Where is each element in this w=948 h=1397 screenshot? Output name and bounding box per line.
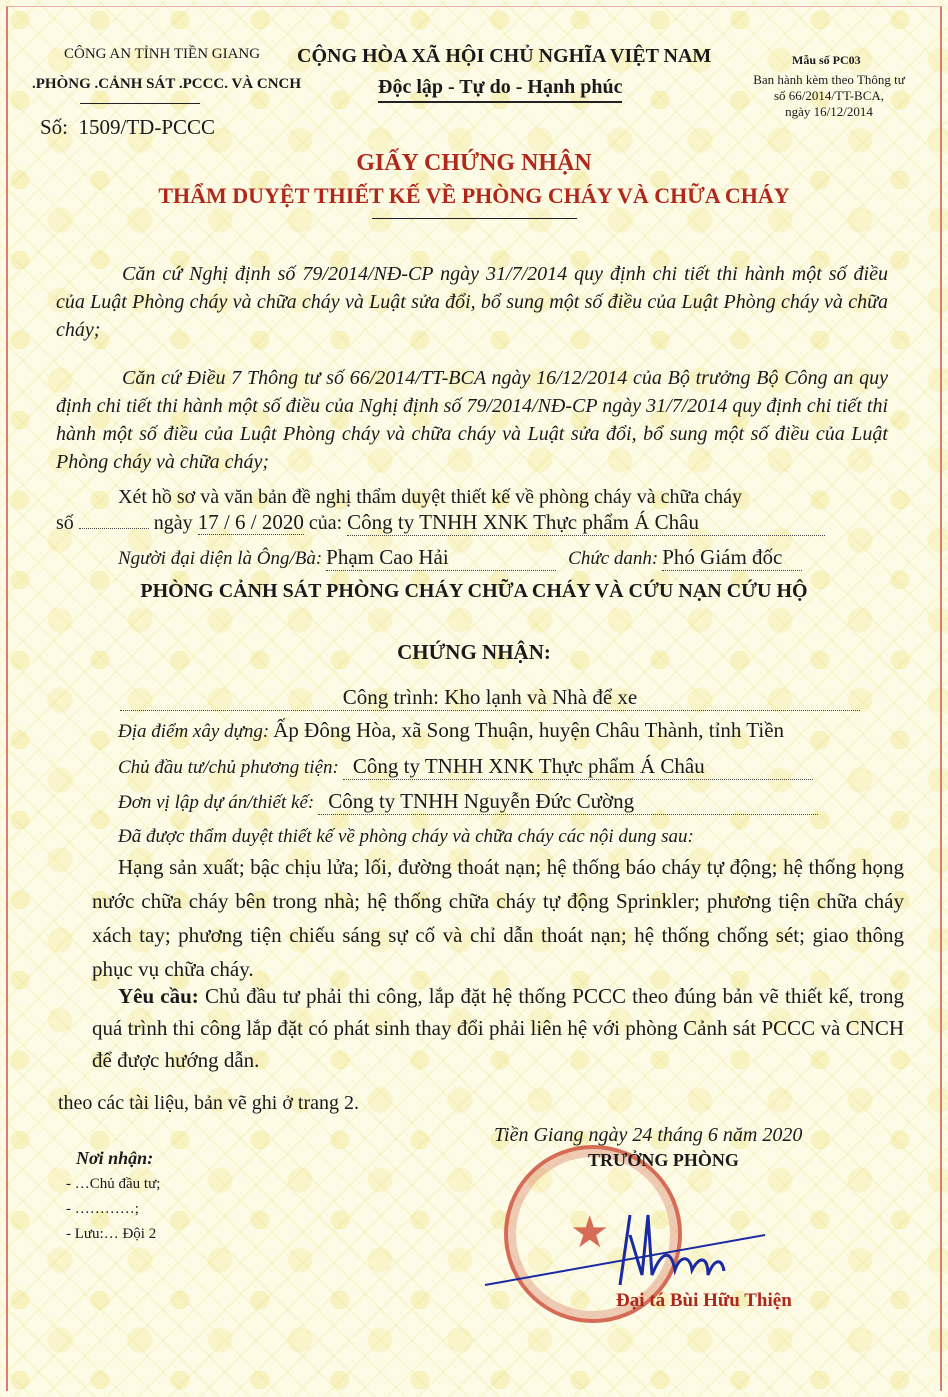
- certify-heading: CHỨNG NHẬN:: [397, 640, 551, 664]
- rep-name: Phạm Cao Hải: [326, 545, 556, 571]
- signer-title: TRƯỞNG PHÒNG: [588, 1150, 739, 1170]
- agency-name: .PHÒNG .CẢNH SÁT .PCCC. VÀ CNCH: [32, 76, 302, 92]
- sign-month: 6: [707, 1124, 718, 1146]
- recipient-item: - …………;: [66, 1201, 139, 1217]
- request-company: Công ty TNHH XNK Thực phẩm Á Châu: [347, 510, 825, 536]
- recipients-label: Nơi nhận:: [76, 1148, 154, 1168]
- title-line-1: GIẤY CHỨNG NHẬN: [356, 150, 592, 176]
- requirement-paragraph: [92, 980, 904, 1076]
- nam-label: năm: [722, 1124, 758, 1146]
- form-note: [748, 72, 910, 120]
- recipients-list: [66, 1172, 160, 1247]
- documents-note: theo các tài liệu, bản vẽ ghi ở trang 2.: [58, 1092, 360, 1114]
- agency-underline: [80, 103, 200, 104]
- form-note-line: ngày 16/12/2014: [785, 104, 873, 119]
- cua-label: của:: [308, 512, 343, 534]
- ngay-label: ngày: [153, 512, 193, 534]
- handwritten-signature: [480, 1175, 780, 1295]
- ngay-label: ngày: [588, 1124, 628, 1146]
- form-note-line: số 66/2014/TT-BCA,: [773, 88, 885, 103]
- form-number: Mẫu số PC03: [792, 53, 861, 67]
- position-label: Chức danh:: [568, 548, 659, 569]
- country-name: CỘNG HÒA XÃ HỘI CHỦ NGHĨA VIỆT NAM: [297, 45, 712, 67]
- project-label: Công trình:: [342, 685, 439, 709]
- position-value: Phó Giám đốc: [662, 545, 802, 571]
- request-intro: Xét hồ sơ và văn bản đề nghị thẩm duyệt thiết kế về phòng cháy và chữa cháy: [118, 486, 743, 508]
- star-emblem-icon: ★: [570, 1208, 610, 1257]
- sign-day: 24: [632, 1124, 653, 1146]
- approved-items: Hạng sản xuất; bậc chịu lửa; lối, đường thoát nạn; hệ thống báo cháy tự động; hệ thống họng nước chữa cháy bên trong nhà; hệ thống chữa cháy tự động Sprinkler; phương tiện chữa cháy xách tay; phương tiện chiếu sáng sự cố và chỉ dẫn thoát nạn; hệ thống chống sét; giao thông phục vụ chữa cháy.: [92, 855, 904, 981]
- preamble-paragraph: Căn cứ Nghị định số 79/2014/NĐ-CP ngày 31/7/2014 quy định chi tiết thi hành một số điều của Luật Phòng cháy và chữa cháy và Luật sửa đổi, bổ sung một số điều của Luật Phòng cháy và chữa cháy;: [56, 263, 888, 341]
- location-line: [118, 718, 784, 743]
- project-line: [120, 685, 860, 711]
- owner-label: Chủ đầu tư/chủ phương tiện:: [118, 757, 339, 778]
- document-number: [40, 115, 215, 140]
- signing-date: [494, 1124, 802, 1147]
- owner-value: Công ty TNHH XNK Thực phẩm Á Châu: [343, 754, 813, 780]
- request-line: [56, 510, 825, 536]
- form-note-line: Ban hành kèm theo Thông tư: [753, 72, 905, 87]
- doc-no-value: 1509/TD-PCCC: [78, 115, 216, 139]
- doc-no-label: Số:: [40, 115, 69, 139]
- so-field: [79, 528, 149, 529]
- agency-parent: CÔNG AN TỈNH TIỀN GIANG: [64, 46, 261, 62]
- location-value: Ấp Đông Hòa, xã Song Thuận, huyện Châu Thành, tỉnh Tiền: [273, 718, 785, 742]
- designer-label: Đơn vị lập dự án/thiết kế:: [118, 792, 315, 813]
- request-date: 17 / 6 / 2020: [197, 510, 304, 534]
- recipient-item: - Lưu:… Đội 2: [66, 1226, 157, 1242]
- approved-intro: Đã được thẩm duyệt thiết kế về phòng cháy và chữa cháy các nội dung sau:: [118, 826, 694, 847]
- signer-name: Đại tá Bùi Hữu Thiện: [616, 1290, 792, 1311]
- sign-year: 2020: [762, 1124, 803, 1146]
- title-underline: [372, 218, 577, 219]
- requirement-label: Yêu cầu:: [118, 984, 199, 1008]
- designer-line: [118, 789, 818, 815]
- representative-line: [118, 545, 802, 571]
- preamble-paragraph: Căn cứ Điều 7 Thông tư số 66/2014/TT-BCA ngày 16/12/2014 của Bộ trưởng Bộ Công an quy định chi tiết thi hành một số điều của Nghị định số 79/2014/NĐ-CP ngày 31/7/2014 quy định chi tiết thi hành một số điều của Luật Phòng cháy và chữa cháy và Luật sửa đổi, bổ sung một số điều của Luật Phòng cháy và chữa cháy;: [56, 367, 888, 473]
- rep-label: Người đại diện là Ông/Bà:: [118, 548, 323, 569]
- issuer-name: PHÒNG CẢNH SÁT PHÒNG CHÁY CHỮA CHÁY VÀ CỨU NẠN CỨU HỘ: [140, 580, 808, 602]
- owner-line: [118, 754, 813, 780]
- requirement-text: Chủ đầu tư phải thi công, lắp đặt hệ thống PCCC theo đúng bản vẽ thiết kế, trong quá trình thi công lắp đặt có phát sinh thay đổi phải liên hệ với phòng Cảnh sát PCCC và CNCH để được hướng dẫn.: [92, 984, 905, 1072]
- project-value: Kho lạnh và Nhà để xe: [444, 685, 638, 709]
- title-line-2: THẨM DUYỆT THIẾT KẾ VỀ PHÒNG CHÁY VÀ CHỮA CHÁY: [158, 183, 790, 208]
- designer-value: Công ty TNHH Nguyễn Đức Cường: [318, 789, 818, 815]
- recipient-item: - …Chủ đầu tư;: [66, 1176, 161, 1192]
- thang-label: tháng: [657, 1124, 703, 1146]
- national-motto: Độc lập - Tự do - Hạnh phúc: [378, 76, 622, 103]
- sign-place: Tiền Giang: [494, 1124, 584, 1146]
- location-label: Địa điểm xây dựng:: [118, 721, 270, 742]
- so-label: số: [56, 512, 74, 534]
